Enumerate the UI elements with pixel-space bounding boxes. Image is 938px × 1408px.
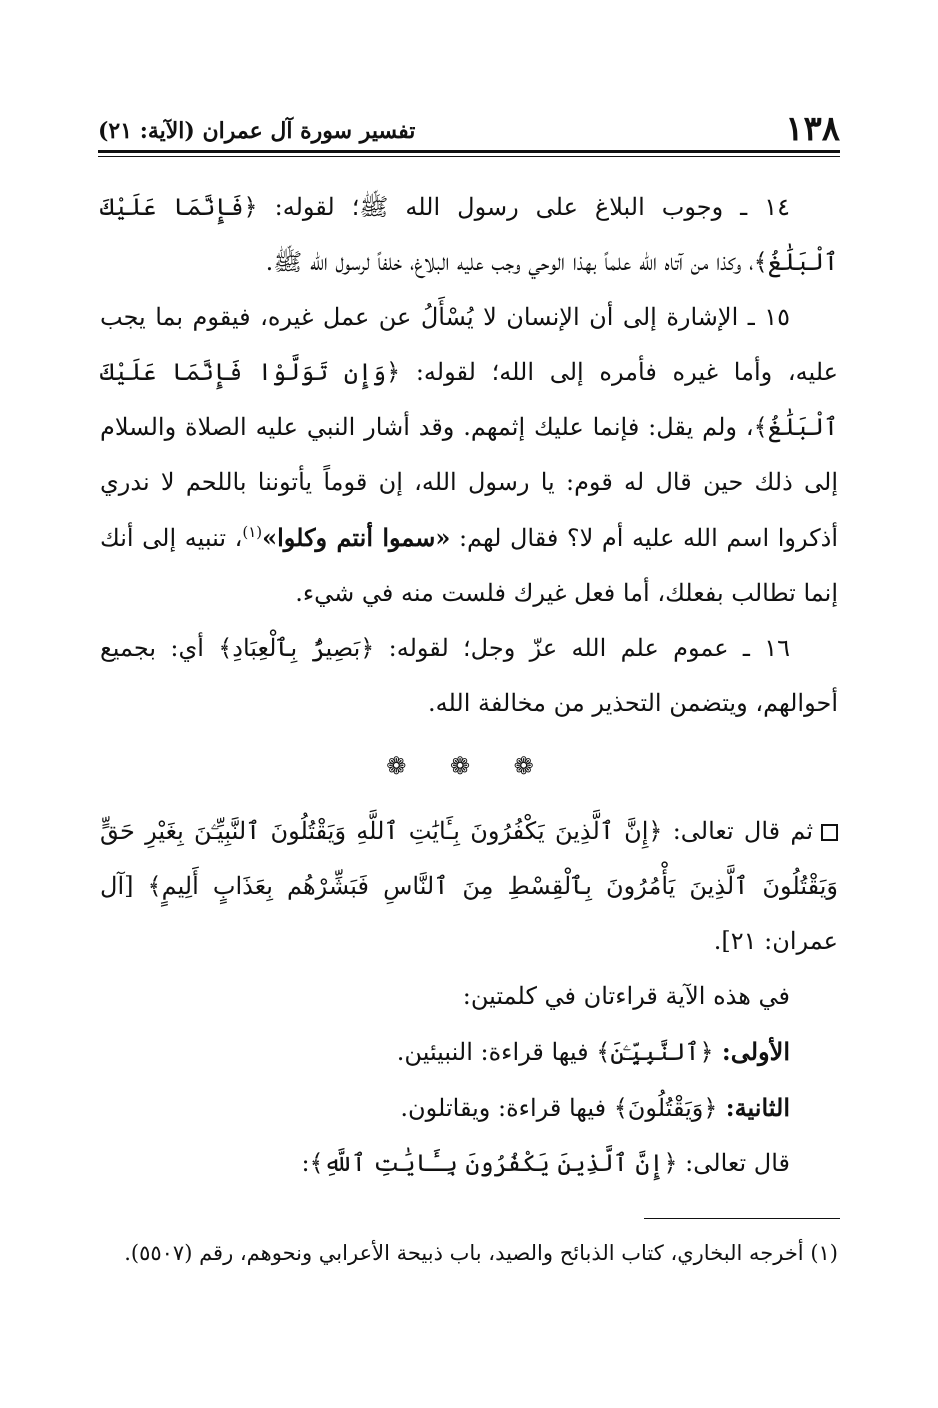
footnote-1: (١) أخرجه البخاري، كتاب الذبائح والصيد، باب ذبيحة الأعرابي ونحوهم، رقم (٥٥٠٧).: [124, 1241, 838, 1265]
footnotes: [100, 1228, 838, 1278]
paragraph-15: [100, 290, 838, 621]
page-number: ١٣٨: [785, 109, 840, 149]
square-bullet-icon: [821, 824, 838, 841]
section-separator: ❁ ❁ ❁: [386, 752, 552, 780]
paragraph-text: ، ولم يقل: فإنما عليك إثمهم. وقد أشار النبي عليه الصلاة والسلام إلى ذلك حين قال له قوم: يا رسول الله، إن قوماً يأتوننا باللحم لا ندري أذكروا اسم الله عليه أم لا؟ فقال لهم:: [100, 413, 838, 552]
hadith-quote: «سموا أنتم وكلوا»: [262, 523, 451, 552]
reading-second: [100, 1080, 838, 1136]
closing-line: [100, 1136, 838, 1191]
paragraph-text: ، وكذا من آتاه الله علماً بهذا الوحي وجب عليه البلاغ، خلفاً لرسول الله ﷺ.: [265, 248, 754, 276]
verse-intro: [100, 804, 838, 969]
paragraph-text: ١٦ ـ عموم علم الله عزّ وجل؛ لقوله:: [374, 634, 790, 662]
paragraph-text: فيها قراءة: النبيئين.: [396, 1038, 597, 1066]
paragraph-text: ، تنبيه إلى أنك إنما تطالب بفعلك، أما فعل غيرك فلست منه في شيء.: [100, 524, 838, 607]
reading-first: [100, 1024, 838, 1080]
paragraph-text: قال تعالى:: [677, 1149, 790, 1177]
header-rule-thin: [98, 156, 840, 157]
paragraph-text: أي: بجميع أحوالهم، ويتضمن التحذير من مخالفة الله.: [100, 634, 838, 717]
quran-word: ﴿ٱلنَّبِيِّـۧنَ﴾: [596, 1038, 714, 1066]
reading-label: الثانية:: [717, 1093, 790, 1122]
paragraph-14: [100, 180, 838, 290]
header-rule-thick: [98, 150, 840, 153]
footnote-rule: [644, 1218, 840, 1219]
quran-word: ﴿وَيَقْتُلُونَ﴾: [613, 1094, 718, 1122]
quran-quote: ﴿فَإِنَّمَا عَلَيْكَ ٱلْبَلَٰغُ﴾: [100, 193, 838, 276]
paragraph-text: :: [301, 1149, 310, 1177]
paragraph-16: [100, 621, 838, 731]
page-header: [98, 96, 840, 149]
paragraph-text: فيها قراءة: ويقاتلون.: [400, 1094, 614, 1122]
paragraph-text: ١٤ ـ وجوب البلاغ على رسول الله ﷺ؛ لقوله:: [257, 193, 790, 221]
quran-verse: ﴿إِنَّ ٱلَّذِينَ يَكْفُرُونَ بِـَٔايَٰتِ ٱللَّهِ وَيَقْتُلُونَ ٱلنَّبِيِّـۧنَ بِغَيْرِ حَقٍّ وَيَقْتُلُونَ ٱلَّذِينَ يَأْمُرُونَ بِٱلْقِسْطِ مِنَ ٱلنَّاسِ فَبَشِّرْهُم بِعَذَابٍ أَلِيمٍ﴾: [100, 817, 838, 900]
running-title: تفسير سورة آل عمران (الآية: ٢١): [98, 118, 416, 144]
quran-quote: ﴿وَإِن تَوَلَّوْا فَإِنَّمَا عَلَيْكَ ٱلْبَلَٰغُ﴾: [100, 358, 838, 441]
page-body: [100, 180, 838, 1191]
paragraph-text: ١٥ ـ الإشارة إلى أن الإنسان لا يُسْأَلُ عن عمل غيره، فيقوم بما يجب عليه، وأما غيره فأمره إلى الله؛ لقوله:: [100, 303, 839, 386]
readings-intro: في هذه الآية قراءتان في كلمتين:: [462, 982, 790, 1010]
paragraph-text: ثم قال تعالى:: [662, 817, 813, 845]
quran-quote: ﴿بَصِيرٌۢ بِٱلْعِبَادِ﴾: [218, 634, 375, 662]
quran-verse: ﴿إِنَّ ٱلَّذِينَ يَكْفُرُونَ بِـَٔايَٰتِ ٱللَّهِ﴾: [309, 1149, 678, 1177]
reading-label: الأولى:: [713, 1037, 790, 1066]
verse-reference: [آل عمران: ٢١].: [100, 872, 838, 955]
footnote-marker: (١): [242, 523, 263, 541]
